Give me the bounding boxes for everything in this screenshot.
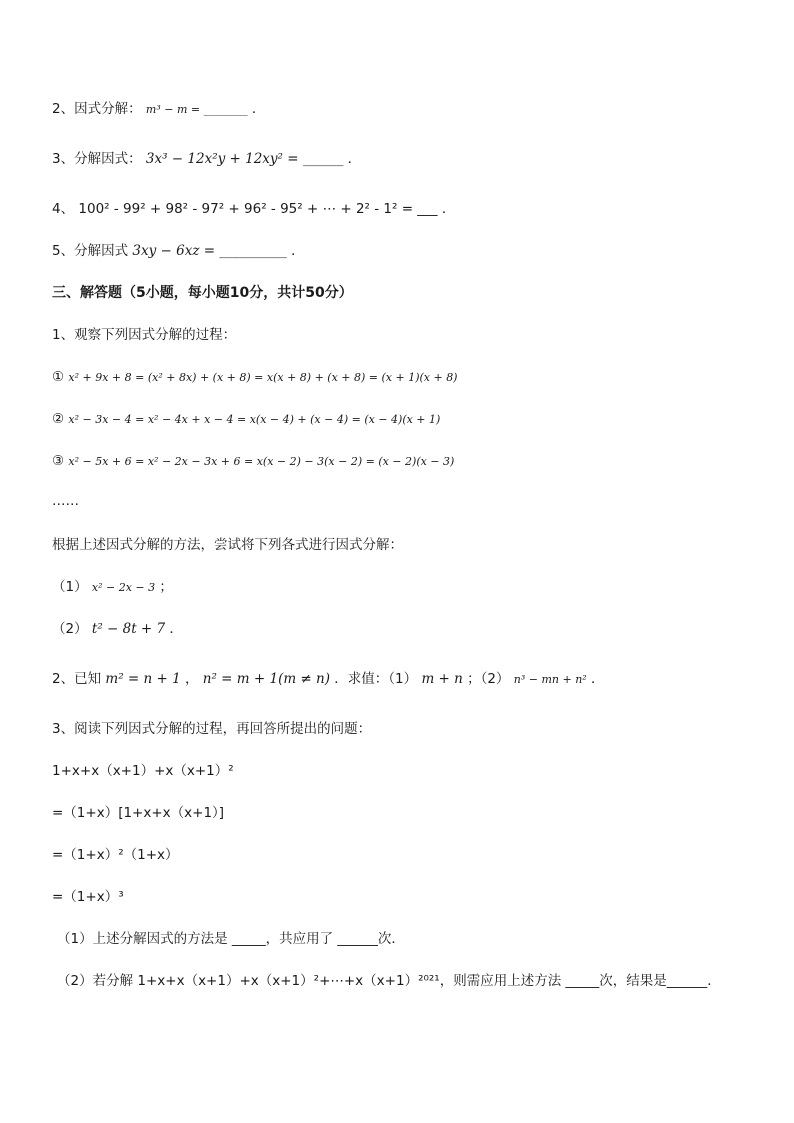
part-2-math: t² − 8t + 7 xyxy=(91,621,166,637)
section-heading: 三、解答题（5小题，每小题10分，共计50分） xyxy=(52,285,353,301)
answer-q1-step-3 xyxy=(52,452,454,471)
step-3-label: ③ xyxy=(52,453,65,469)
question-3 xyxy=(52,150,361,168)
q2-math-3: m + n xyxy=(421,671,463,687)
question-4-math: 100² - 99² + 98² - 97² + 96² - 95² + ⋯ + 2² - 1² = ___ xyxy=(78,201,438,217)
answer-q3-step-3: =（1+x）²（1+x） xyxy=(52,847,179,863)
answer-q3-part-1: （1）上述分解因式的方法是 _____，共应用了 ______次． xyxy=(57,931,405,947)
question-4-prefix: 4、 xyxy=(52,201,75,217)
q2-math-2: n² = m + 1(m ≠ n) xyxy=(202,671,330,687)
part-2-label: （2） xyxy=(52,621,88,637)
question-2-math: m³ − m = ________ xyxy=(145,103,248,116)
question-5-prefix: 5、分解因式 xyxy=(52,243,129,259)
question-5-suffix: ． xyxy=(291,243,305,259)
question-2 xyxy=(52,100,265,119)
q2-mid: ．求值：（1） xyxy=(334,671,418,687)
answer-q1-part-2 xyxy=(52,620,183,638)
q2-math-1: m² = n + 1 xyxy=(105,671,181,687)
q2-prefix: 2、已知 xyxy=(52,671,102,687)
answer-q1-instruction: 根据上述因式分解的方法，尝试将下列各式进行因式分解： xyxy=(52,537,403,553)
answer-q2 xyxy=(52,670,605,689)
step-2-label: ② xyxy=(52,411,65,427)
answer-q3-step-4: =（1+x）³ xyxy=(52,889,124,905)
q2-suffix: ． xyxy=(591,671,605,687)
step-1-math: x² + 9x + 8 = (x² + 8x) + (x + 8) = x(x + 8) + (x + 8) = (x + 1)(x + 8) xyxy=(68,371,458,384)
question-3-math: 3x³ − 12x²y + 12xy² = ______ xyxy=(145,151,344,167)
part-1-suffix: ； xyxy=(159,579,173,595)
q2-sep-2: ；（2） xyxy=(467,671,510,687)
question-4-suffix: ． xyxy=(441,201,456,217)
answer-q3-step-2: =（1+x）[1+x+x（x+1）] xyxy=(52,805,225,821)
step-1-label: ① xyxy=(52,369,65,385)
question-4 xyxy=(52,200,455,218)
question-5 xyxy=(52,242,305,260)
answer-q1-intro: 1、观察下列因式分解的过程： xyxy=(52,327,237,343)
answer-q3-step-1: 1+x+x（x+1）+x（x+1）² xyxy=(52,763,234,779)
part-2-suffix: ． xyxy=(169,621,183,637)
answer-q3-part-2: （2）若分解 1+x+x（x+1）+x（x+1）²+⋯+x（x+1）²⁰²¹，则需应用上述方法 _____次，结果是______． xyxy=(57,973,721,989)
step-3-math: x² − 5x + 6 = x² − 2x − 3x + 6 = x(x − 2) − 3(x − 2) = (x − 2)(x − 3) xyxy=(68,455,455,468)
answer-q1-part-1 xyxy=(52,578,173,597)
question-2-prefix: 2、因式分解： xyxy=(52,101,142,117)
answer-q3-intro: 3、阅读下列因式分解的过程，再回答所提出的问题： xyxy=(52,721,372,737)
q2-math-4: n³ − mn + n² xyxy=(513,673,587,686)
question-5-math: 3xy − 6xz = __________ xyxy=(132,243,287,259)
question-3-suffix: ． xyxy=(347,151,362,167)
answer-q1-step-1 xyxy=(52,368,457,387)
answer-q1-step-2 xyxy=(52,410,440,429)
question-3-prefix: 3、分解因式： xyxy=(52,151,142,167)
part-1-label: （1） xyxy=(52,579,88,595)
step-2-math: x² − 3x − 4 = x² − 4x + x − 4 = x(x − 4) + (x − 4) = (x − 4)(x + 1) xyxy=(68,413,441,426)
answer-q1-ellipsis: …… xyxy=(52,493,79,509)
question-2-suffix: ． xyxy=(251,101,266,117)
q2-sep-1: ， xyxy=(184,671,199,687)
part-1-math: x² − 2x − 3 xyxy=(91,581,156,594)
